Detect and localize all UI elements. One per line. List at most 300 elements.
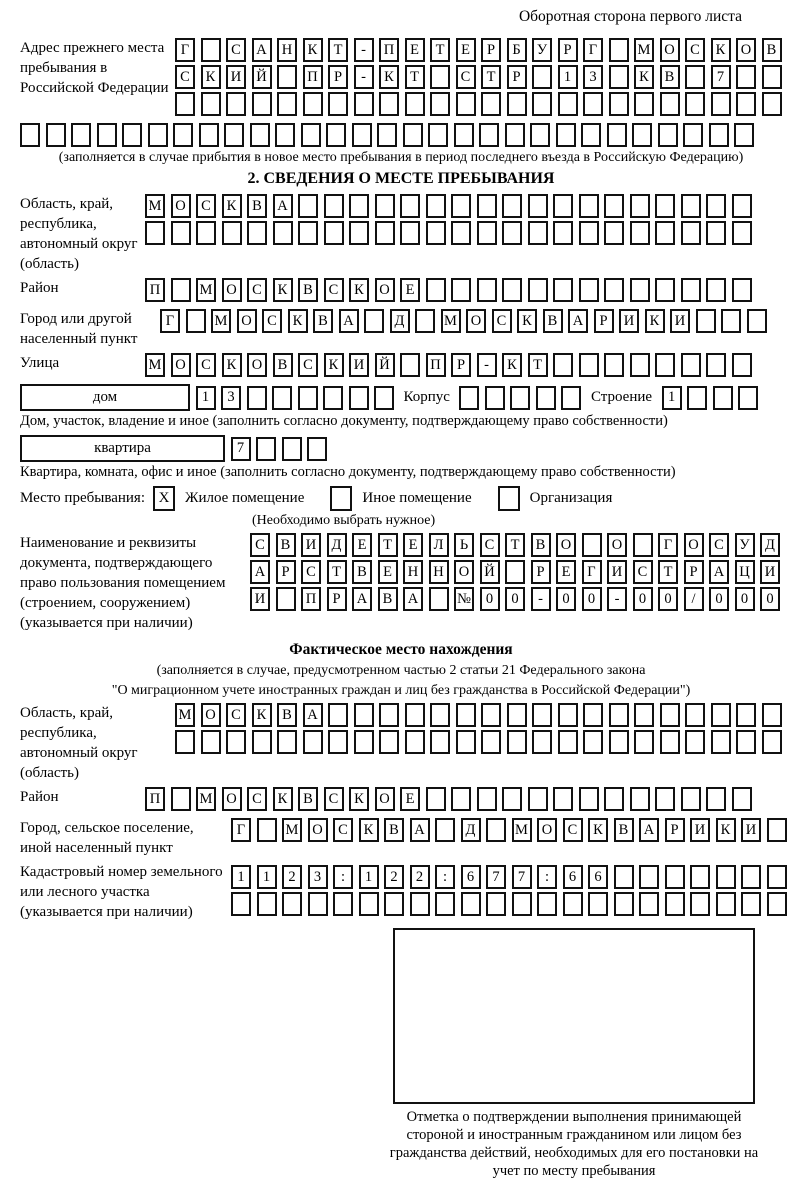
char-cell[interactable]: 0 [709, 587, 729, 611]
char-cell[interactable] [46, 123, 66, 147]
char-cell[interactable] [173, 123, 193, 147]
char-cell[interactable] [20, 123, 40, 147]
char-cell[interactable]: М [175, 703, 195, 727]
char-cell[interactable] [558, 703, 578, 727]
char-cell[interactable]: П [301, 587, 321, 611]
char-cell[interactable] [276, 587, 296, 611]
char-cell[interactable]: А [403, 587, 423, 611]
char-cell[interactable]: 2 [282, 865, 302, 889]
char-cell[interactable]: К [324, 353, 344, 377]
char-cell[interactable]: Р [327, 587, 347, 611]
char-cell[interactable] [696, 309, 716, 333]
char-cell[interactable] [633, 533, 653, 557]
char-cell[interactable] [405, 92, 425, 116]
char-cell[interactable] [175, 730, 195, 754]
char-cell[interactable]: С [247, 787, 267, 811]
char-cell[interactable] [507, 730, 527, 754]
char-cell[interactable]: Р [594, 309, 614, 333]
char-cell[interactable] [201, 92, 221, 116]
char-cell[interactable] [479, 123, 499, 147]
char-cell[interactable]: В [384, 818, 404, 842]
char-cell[interactable] [632, 123, 652, 147]
char-cell[interactable] [685, 65, 705, 89]
char-cell[interactable]: Т [430, 38, 450, 62]
char-cell[interactable] [273, 221, 293, 245]
char-cell[interactable] [732, 221, 752, 245]
char-cell[interactable]: Н [277, 38, 297, 62]
char-cell[interactable]: М [634, 38, 654, 62]
char-cell[interactable] [379, 730, 399, 754]
char-cell[interactable] [583, 730, 603, 754]
char-cell[interactable] [716, 892, 736, 916]
char-cell[interactable] [683, 123, 703, 147]
char-cell[interactable]: 7 [512, 865, 532, 889]
char-cell[interactable]: К [359, 818, 379, 842]
char-cell[interactable] [711, 92, 731, 116]
char-cell[interactable] [609, 65, 629, 89]
char-cell[interactable] [71, 123, 91, 147]
char-cell[interactable] [553, 221, 573, 245]
char-cell[interactable] [333, 892, 353, 916]
char-cell[interactable] [426, 278, 446, 302]
char-cell[interactable] [252, 92, 272, 116]
char-cell[interactable] [349, 194, 369, 218]
char-cell[interactable] [685, 730, 705, 754]
char-cell[interactable]: К [303, 38, 323, 62]
char-cell[interactable]: И [349, 353, 369, 377]
char-cell[interactable]: О [556, 533, 576, 557]
char-cell[interactable] [532, 92, 552, 116]
char-cell[interactable] [630, 353, 650, 377]
char-cell[interactable]: Й [375, 353, 395, 377]
char-cell[interactable] [741, 892, 761, 916]
char-cell[interactable]: С [196, 353, 216, 377]
char-cell[interactable]: 7 [486, 865, 506, 889]
char-cell[interactable] [201, 38, 221, 62]
char-cell[interactable]: О [171, 353, 191, 377]
char-cell[interactable] [609, 730, 629, 754]
char-cell[interactable] [349, 386, 369, 410]
char-cell[interactable]: К [201, 65, 221, 89]
char-cell[interactable] [451, 787, 471, 811]
char-cell[interactable] [732, 787, 752, 811]
char-cell[interactable]: О [466, 309, 486, 333]
char-cell[interactable] [658, 123, 678, 147]
char-cell[interactable] [553, 194, 573, 218]
char-cell[interactable] [352, 123, 372, 147]
char-cell[interactable] [459, 386, 479, 410]
char-cell[interactable]: 3 [221, 386, 241, 410]
char-cell[interactable] [486, 892, 506, 916]
char-cell[interactable] [379, 703, 399, 727]
char-cell[interactable]: Д [390, 309, 410, 333]
char-cell[interactable] [282, 437, 302, 461]
char-cell[interactable] [528, 194, 548, 218]
char-cell[interactable]: И [690, 818, 710, 842]
char-cell[interactable] [553, 787, 573, 811]
char-cell[interactable] [403, 123, 423, 147]
house-type-box[interactable]: дом [20, 384, 190, 411]
char-cell[interactable] [762, 65, 782, 89]
char-cell[interactable] [277, 730, 297, 754]
char-cell[interactable]: 1 [196, 386, 216, 410]
char-cell[interactable] [272, 386, 292, 410]
char-cell[interactable] [579, 194, 599, 218]
char-cell[interactable] [604, 787, 624, 811]
char-cell[interactable] [303, 730, 323, 754]
char-cell[interactable]: И [760, 560, 780, 584]
char-cell[interactable] [706, 194, 726, 218]
char-cell[interactable] [579, 278, 599, 302]
char-cell[interactable] [681, 278, 701, 302]
char-cell[interactable] [426, 194, 446, 218]
char-cell[interactable] [323, 386, 343, 410]
char-cell[interactable] [655, 194, 675, 218]
char-cell[interactable] [256, 437, 276, 461]
char-cell[interactable] [681, 787, 701, 811]
char-cell[interactable]: М [196, 787, 216, 811]
char-cell[interactable] [512, 892, 532, 916]
char-cell[interactable]: М [145, 194, 165, 218]
char-cell[interactable] [485, 386, 505, 410]
char-cell[interactable]: Ц [735, 560, 755, 584]
char-cell[interactable] [481, 92, 501, 116]
char-cell[interactable]: В [531, 533, 551, 557]
char-cell[interactable]: У [735, 533, 755, 557]
char-cell[interactable] [359, 892, 379, 916]
char-cell[interactable]: - [477, 353, 497, 377]
char-cell[interactable] [298, 194, 318, 218]
char-cell[interactable]: В [313, 309, 333, 333]
char-cell[interactable]: О [537, 818, 557, 842]
char-cell[interactable]: Т [481, 65, 501, 89]
char-cell[interactable]: В [273, 353, 293, 377]
char-cell[interactable]: Р [665, 818, 685, 842]
char-cell[interactable] [324, 221, 344, 245]
char-cell[interactable] [532, 730, 552, 754]
char-cell[interactable] [532, 703, 552, 727]
char-cell[interactable]: С [492, 309, 512, 333]
char-cell[interactable]: К [588, 818, 608, 842]
char-cell[interactable] [349, 221, 369, 245]
char-cell[interactable]: К [517, 309, 537, 333]
char-cell[interactable]: С [226, 703, 246, 727]
char-cell[interactable]: Р [328, 65, 348, 89]
char-cell[interactable]: А [273, 194, 293, 218]
char-cell[interactable] [660, 730, 680, 754]
char-cell[interactable]: Р [684, 560, 704, 584]
char-cell[interactable] [148, 123, 168, 147]
char-cell[interactable] [428, 123, 448, 147]
char-cell[interactable]: Р [481, 38, 501, 62]
char-cell[interactable] [528, 787, 548, 811]
char-cell[interactable] [400, 353, 420, 377]
char-cell[interactable] [226, 92, 246, 116]
char-cell[interactable] [426, 221, 446, 245]
char-cell[interactable]: А [250, 560, 270, 584]
char-cell[interactable]: Ь [454, 533, 474, 557]
char-cell[interactable]: 6 [461, 865, 481, 889]
char-cell[interactable] [561, 386, 581, 410]
char-cell[interactable] [734, 123, 754, 147]
char-cell[interactable] [716, 865, 736, 889]
char-cell[interactable] [607, 123, 627, 147]
char-cell[interactable]: С [685, 38, 705, 62]
char-cell[interactable]: В [543, 309, 563, 333]
char-cell[interactable]: В [660, 65, 680, 89]
stay-type-checkbox-other[interactable] [330, 486, 352, 511]
char-cell[interactable]: - [354, 38, 374, 62]
char-cell[interactable]: Т [658, 560, 678, 584]
char-cell[interactable] [614, 892, 634, 916]
char-cell[interactable] [507, 703, 527, 727]
char-cell[interactable]: С [563, 818, 583, 842]
char-cell[interactable] [247, 221, 267, 245]
char-cell[interactable]: 0 [480, 587, 500, 611]
char-cell[interactable]: К [252, 703, 272, 727]
char-cell[interactable] [660, 703, 680, 727]
char-cell[interactable] [405, 703, 425, 727]
char-cell[interactable] [451, 221, 471, 245]
char-cell[interactable]: С [456, 65, 476, 89]
char-cell[interactable] [454, 123, 474, 147]
char-cell[interactable] [328, 730, 348, 754]
char-cell[interactable]: - [607, 587, 627, 611]
char-cell[interactable]: Т [528, 353, 548, 377]
char-cell[interactable]: В [277, 703, 297, 727]
char-cell[interactable] [762, 92, 782, 116]
char-cell[interactable]: К [502, 353, 522, 377]
char-cell[interactable] [122, 123, 142, 147]
char-cell[interactable] [604, 221, 624, 245]
char-cell[interactable] [581, 123, 601, 147]
char-cell[interactable]: 1 [662, 386, 682, 410]
char-cell[interactable] [665, 892, 685, 916]
char-cell[interactable]: М [282, 818, 302, 842]
char-cell[interactable] [563, 892, 583, 916]
char-cell[interactable]: В [276, 533, 296, 557]
char-cell[interactable] [354, 92, 374, 116]
char-cell[interactable] [384, 892, 404, 916]
char-cell[interactable]: 0 [658, 587, 678, 611]
char-cell[interactable]: Т [327, 560, 347, 584]
stay-type-checkbox-residential[interactable]: X [153, 486, 175, 511]
char-cell[interactable]: О [607, 533, 627, 557]
char-cell[interactable]: С [262, 309, 282, 333]
char-cell[interactable] [747, 309, 767, 333]
char-cell[interactable]: И [741, 818, 761, 842]
char-cell[interactable]: Г [582, 560, 602, 584]
char-cell[interactable] [186, 309, 206, 333]
char-cell[interactable]: И [250, 587, 270, 611]
char-cell[interactable]: Г [160, 309, 180, 333]
char-cell[interactable]: С [324, 787, 344, 811]
char-cell[interactable]: П [303, 65, 323, 89]
char-cell[interactable]: Й [480, 560, 500, 584]
char-cell[interactable]: Г [175, 38, 195, 62]
char-cell[interactable]: - [354, 65, 374, 89]
char-cell[interactable] [430, 730, 450, 754]
char-cell[interactable] [257, 892, 277, 916]
char-cell[interactable]: : [333, 865, 353, 889]
char-cell[interactable] [711, 703, 731, 727]
char-cell[interactable] [354, 730, 374, 754]
char-cell[interactable]: Е [378, 560, 398, 584]
char-cell[interactable]: Т [328, 38, 348, 62]
char-cell[interactable] [247, 386, 267, 410]
char-cell[interactable]: С [480, 533, 500, 557]
char-cell[interactable] [604, 194, 624, 218]
char-cell[interactable] [415, 309, 435, 333]
char-cell[interactable]: 0 [760, 587, 780, 611]
char-cell[interactable] [502, 787, 522, 811]
char-cell[interactable] [201, 730, 221, 754]
char-cell[interactable]: М [211, 309, 231, 333]
char-cell[interactable] [375, 221, 395, 245]
char-cell[interactable] [736, 92, 756, 116]
char-cell[interactable] [477, 221, 497, 245]
char-cell[interactable] [556, 123, 576, 147]
char-cell[interactable]: М [512, 818, 532, 842]
char-cell[interactable] [665, 865, 685, 889]
char-cell[interactable] [681, 194, 701, 218]
char-cell[interactable] [481, 730, 501, 754]
char-cell[interactable]: В [762, 38, 782, 62]
char-cell[interactable]: П [145, 787, 165, 811]
char-cell[interactable]: Г [583, 38, 603, 62]
char-cell[interactable] [199, 123, 219, 147]
char-cell[interactable] [736, 703, 756, 727]
char-cell[interactable]: Д [760, 533, 780, 557]
char-cell[interactable] [630, 787, 650, 811]
char-cell[interactable]: № [454, 587, 474, 611]
char-cell[interactable] [706, 353, 726, 377]
char-cell[interactable] [145, 221, 165, 245]
char-cell[interactable] [275, 123, 295, 147]
char-cell[interactable] [579, 221, 599, 245]
char-cell[interactable] [307, 437, 327, 461]
char-cell[interactable]: О [171, 194, 191, 218]
char-cell[interactable] [721, 309, 741, 333]
char-cell[interactable]: О [201, 703, 221, 727]
char-cell[interactable] [634, 703, 654, 727]
char-cell[interactable] [685, 92, 705, 116]
char-cell[interactable] [502, 278, 522, 302]
char-cell[interactable]: О [375, 787, 395, 811]
char-cell[interactable] [430, 65, 450, 89]
char-cell[interactable]: С [633, 560, 653, 584]
char-cell[interactable] [477, 194, 497, 218]
char-cell[interactable]: Т [505, 533, 525, 557]
char-cell[interactable]: Е [556, 560, 576, 584]
char-cell[interactable]: А [568, 309, 588, 333]
char-cell[interactable] [298, 386, 318, 410]
char-cell[interactable] [634, 730, 654, 754]
char-cell[interactable]: С [175, 65, 195, 89]
char-cell[interactable]: 7 [231, 437, 251, 461]
char-cell[interactable]: А [339, 309, 359, 333]
char-cell[interactable] [430, 92, 450, 116]
char-cell[interactable] [507, 92, 527, 116]
char-cell[interactable] [655, 221, 675, 245]
char-cell[interactable]: М [145, 353, 165, 377]
char-cell[interactable] [713, 386, 733, 410]
char-cell[interactable]: И [226, 65, 246, 89]
char-cell[interactable]: 1 [359, 865, 379, 889]
char-cell[interactable] [375, 194, 395, 218]
char-cell[interactable] [456, 703, 476, 727]
char-cell[interactable]: С [226, 38, 246, 62]
char-cell[interactable] [582, 533, 602, 557]
char-cell[interactable]: 0 [735, 587, 755, 611]
char-cell[interactable]: А [303, 703, 323, 727]
char-cell[interactable] [536, 386, 556, 410]
char-cell[interactable] [604, 278, 624, 302]
char-cell[interactable] [400, 194, 420, 218]
char-cell[interactable] [224, 123, 244, 147]
char-cell[interactable]: С [247, 278, 267, 302]
char-cell[interactable]: С [709, 533, 729, 557]
char-cell[interactable]: М [441, 309, 461, 333]
char-cell[interactable] [374, 386, 394, 410]
char-cell[interactable] [379, 92, 399, 116]
char-cell[interactable]: В [298, 787, 318, 811]
char-cell[interactable]: К [222, 353, 242, 377]
char-cell[interactable] [732, 278, 752, 302]
char-cell[interactable] [767, 865, 787, 889]
char-cell[interactable] [762, 730, 782, 754]
char-cell[interactable]: С [324, 278, 344, 302]
char-cell[interactable] [604, 353, 624, 377]
char-cell[interactable]: Е [352, 533, 372, 557]
char-cell[interactable] [282, 892, 302, 916]
char-cell[interactable] [377, 123, 397, 147]
char-cell[interactable] [614, 865, 634, 889]
char-cell[interactable]: И [670, 309, 690, 333]
char-cell[interactable] [706, 278, 726, 302]
char-cell[interactable] [681, 353, 701, 377]
char-cell[interactable]: В [614, 818, 634, 842]
char-cell[interactable]: В [247, 194, 267, 218]
char-cell[interactable] [461, 892, 481, 916]
char-cell[interactable]: В [352, 560, 372, 584]
char-cell[interactable]: 0 [633, 587, 653, 611]
char-cell[interactable]: К [288, 309, 308, 333]
char-cell[interactable]: А [352, 587, 372, 611]
char-cell[interactable] [532, 65, 552, 89]
char-cell[interactable] [250, 123, 270, 147]
char-cell[interactable]: О [454, 560, 474, 584]
char-cell[interactable] [364, 309, 384, 333]
char-cell[interactable] [226, 730, 246, 754]
char-cell[interactable] [655, 353, 675, 377]
char-cell[interactable]: Д [327, 533, 347, 557]
char-cell[interactable]: Р [276, 560, 296, 584]
char-cell[interactable] [639, 865, 659, 889]
char-cell[interactable]: 3 [583, 65, 603, 89]
char-cell[interactable] [530, 123, 550, 147]
char-cell[interactable]: В [378, 587, 398, 611]
char-cell[interactable] [354, 703, 374, 727]
char-cell[interactable] [252, 730, 272, 754]
char-cell[interactable] [477, 278, 497, 302]
char-cell[interactable]: С [196, 194, 216, 218]
char-cell[interactable] [687, 386, 707, 410]
char-cell[interactable]: Б [507, 38, 527, 62]
char-cell[interactable] [583, 703, 603, 727]
char-cell[interactable]: А [709, 560, 729, 584]
char-cell[interactable] [301, 123, 321, 147]
